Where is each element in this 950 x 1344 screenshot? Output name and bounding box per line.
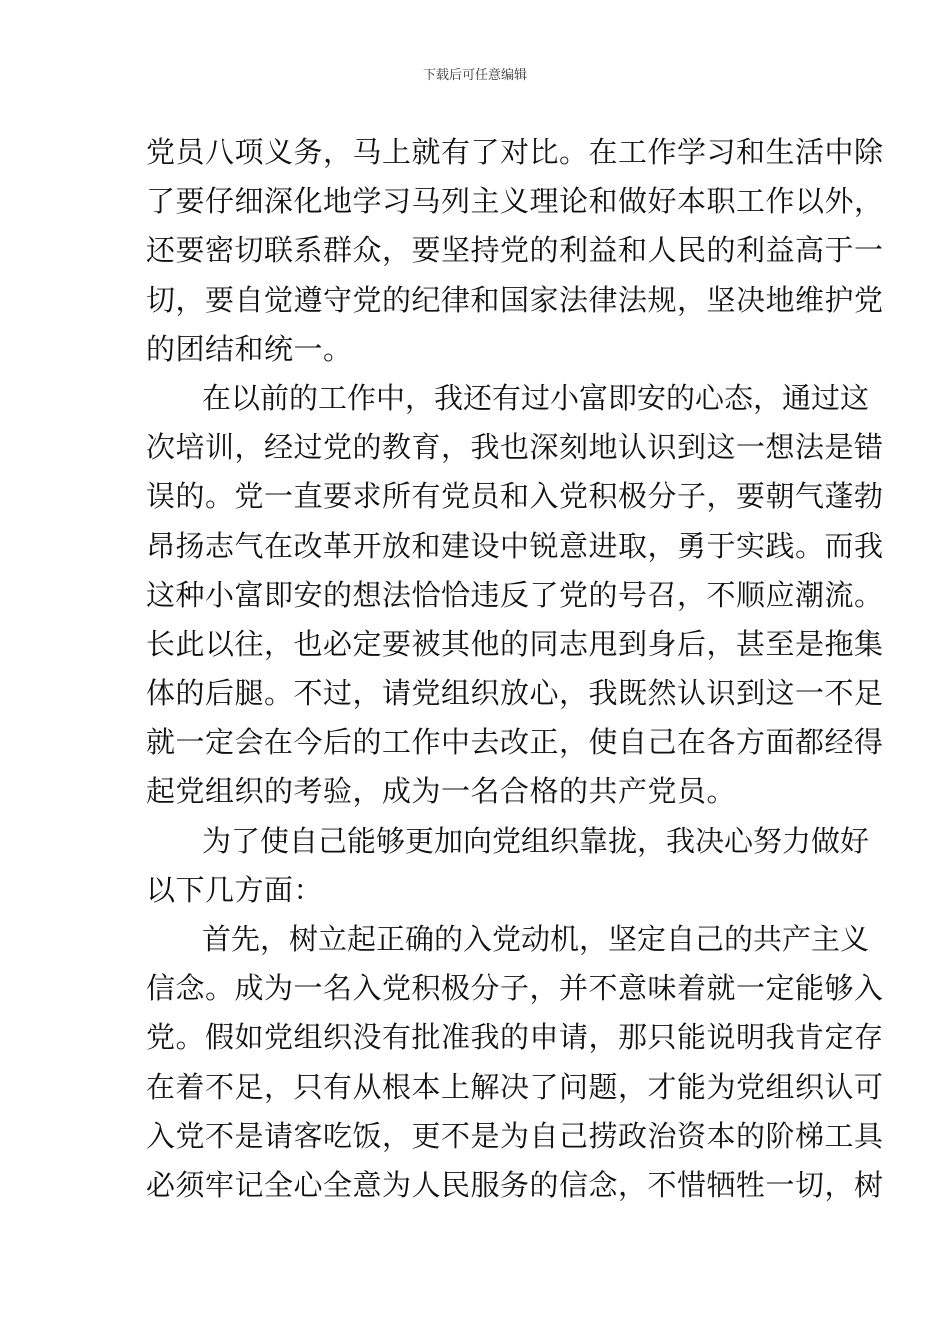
text-line: 次培训，经过党的教育，我也深刻地认识到这一想法是错: [146, 430, 884, 465]
text-line: 还要密切联系群众，要坚持党的利益和人民的利益高于一: [146, 233, 884, 268]
text-line: 昂扬志气在改革开放和建设中锐意进取，勇于实践。而我: [146, 528, 884, 563]
text-line: 在着不足，只有从根本上解决了问题，才能为党组织认可: [146, 1069, 884, 1104]
body-text: [146, 128, 884, 1210]
text-line: 党员八项义务，马上就有了对比。在工作学习和生活中除: [146, 135, 884, 169]
text-line: 首先，树立起正确的入党动机，坚定自己的共产主义: [202, 922, 870, 956]
text-line: 必须牢记全心全意为人民服务的信念，不惜牺牲一切，树: [146, 1167, 884, 1202]
text-line: 误的。党一直要求所有党员和入党积极分子，要朝气蓬勃: [146, 479, 884, 514]
text-line: 的团结和统一。: [146, 331, 353, 366]
text-line: 就一定会在今后的工作中去改正，使自己在各方面都经得: [146, 725, 884, 760]
header-note: 下载后可任意编辑: [422, 68, 527, 83]
text-line: 信念。成为一名入党积极分子，并不意味着就一定能够入: [146, 971, 884, 1006]
text-line: 起党组织的考验，成为一名合格的共产党员。: [146, 774, 737, 809]
text-line: 入党不是请客吃饭，更不是为自己捞政治资本的阶梯工具: [146, 1118, 884, 1153]
text-line: 体的后腿。不过，请党组织放心，我既然认识到这一不足: [146, 676, 884, 711]
text-line: 为了使自己能够更加向党组织靠拢，我决心努力做好: [202, 823, 870, 858]
text-line: 以下几方面：: [146, 872, 324, 907]
text-line: 长此以往，也必定要被其他的同志甩到身后，甚至是拖集: [146, 626, 884, 661]
text-line: 这种小富即安的想法恰恰违反了党的号召，不顺应潮流。: [146, 577, 884, 612]
text-line: 党。假如党组织没有批准我的申请，那只能说明我肯定存: [146, 1020, 884, 1055]
text-line: 了要仔细深化地学习马列主义理论和做好本职工作以外，: [146, 184, 884, 219]
text-line: 切，要自觉遵守党的纪律和国家法律法规，坚决地维护党: [146, 282, 884, 317]
text-line: 在以前的工作中，我还有过小富即安的心态，通过这: [202, 380, 870, 415]
